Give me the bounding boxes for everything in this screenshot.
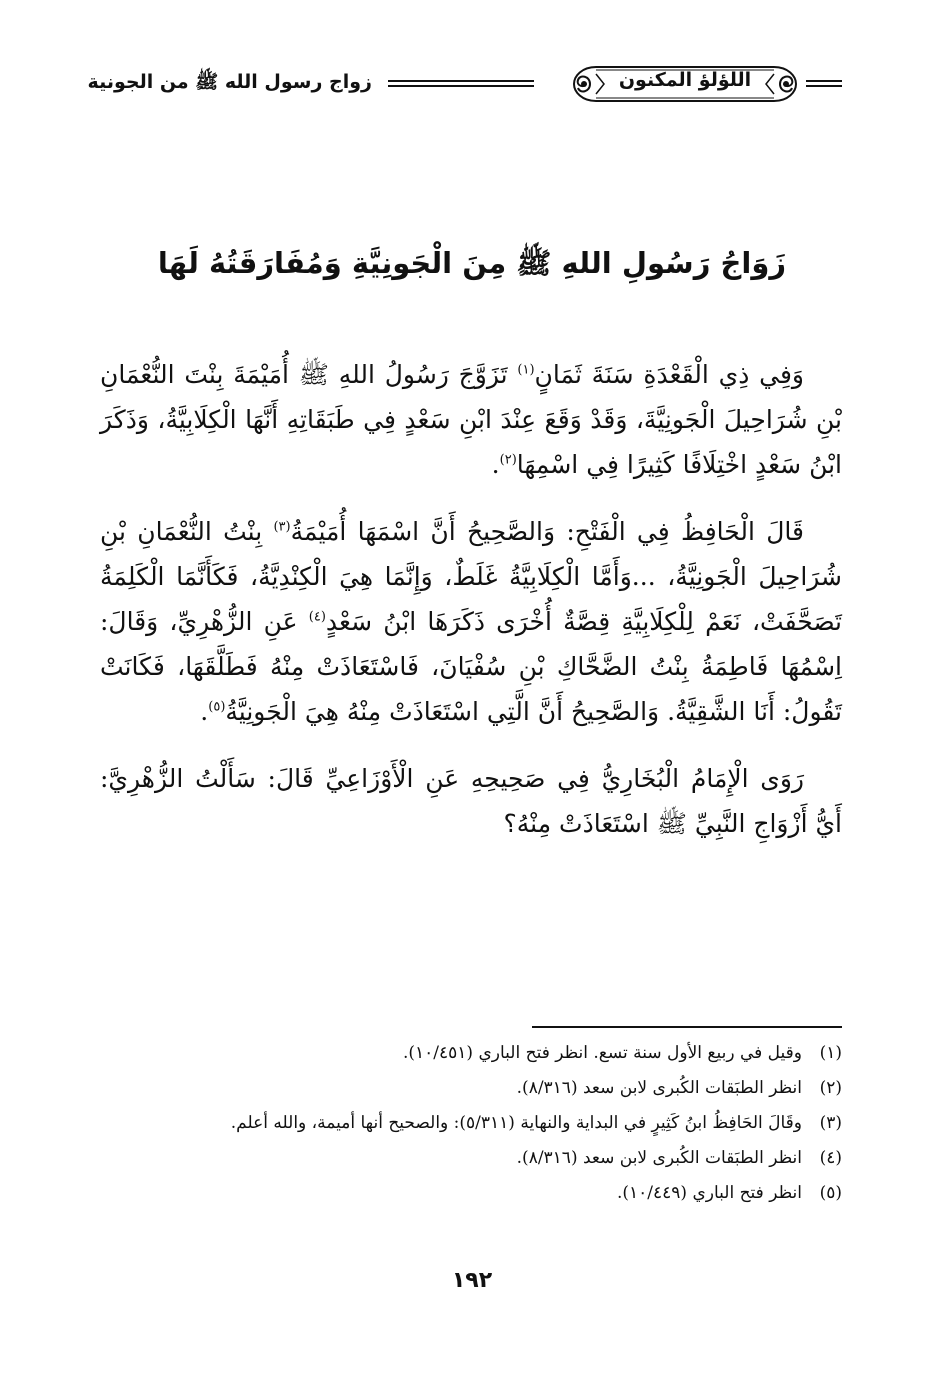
footnote-number: (١) (819, 1043, 842, 1063)
footnote-number: (٣) (819, 1113, 842, 1133)
footnote-ref-4: (٤) (308, 609, 326, 625)
paragraph-1: وَفِي ذِي الْقَعْدَةِ سَنَةَ ثَمَانٍ$^{(١)}$ تَزَوَّجَ رَسُولُ اللهِ ﷺ أُمَيْمَةَ بِنْتَ النُّعْمَانِ بْنِ شُرَاحِيلَ الْجَونِيَّةَ، وَقَدْ وَقَعَ عِنْدَ ابْنِ سَعْدٍ فِي طَبَقَاتِهِ أَنَّهَا الْكِلَابِيَّةُ، وَذَكَرَ ابْنُ سَعْدٍ اخْتِلَافًا كَثِيرًا فِي اسْمِهَا$^{(٢)}$. (100, 360, 842, 479)
footnote-3 (100, 1108, 842, 1139)
footnote-4 (100, 1143, 842, 1174)
paragraph-2: قَالَ الْحَافِظُ فِي الْفَتْحِ: وَالصَّحِيحُ أَنَّ اسْمَهَا أُمَيْمَةُ$^{(٣)}$ بِنْتُ النُّعْمَانِ بْنِ شُرَاحِيلَ الْجَونِيَّةُ، ...وَأَمَّا الْكِلَابِيَّةُ غَلَطٌ، وَإِنَّمَا هِيَ الْكِنْدِيَّةُ، فَكَأَنَّمَا الْكَلِمَةُ تَصَحَّفَتْ، نَعَمْ لِلْكِلَابِيَّةِ قِصَّةٌ أُخْرَى ذَكَرَهَا ابْنُ سَعْدٍ$^{(٤)}$ عَنِ الزُّهْرِيِّ، وَقَالَ: اِسْمُهَا فَاطِمَةُ بِنْتُ الضَّحَّاكِ بْنِ سُفْيَانَ، فَاسْتَعَاذَتْ مِنْهُ فَطَلَّقَهَا، فَكَانَتْ تَقُولُ: أَنَا الشَّقِيَّةُ. وَالصَّحِيحُ أَنَّ الَّتِي اسْتَعَاذَتْ مِنْهُ هِيَ الْجَونِيَّةُ$^{(٥)}$. (100, 517, 842, 726)
header-book-title: اللؤلؤ المكنون (618, 69, 752, 91)
footnote-text: انظر الطبَقات الكُبرى لابن سعد (٨/٣١٦). (516, 1148, 802, 1168)
footnote-ref-5: (٥) (208, 699, 226, 715)
footnote-5 (100, 1178, 842, 1209)
header-ornament-frame (570, 62, 800, 106)
footnote-number: (٥) (819, 1183, 842, 1203)
footnote-1 (100, 1038, 842, 1069)
footnote-ref-3: (٣) (273, 519, 291, 535)
footnote-2 (100, 1073, 842, 1104)
paragraph-3: رَوَى الْإِمَامُ الْبُخَارِيُّ فِي صَحِيحِهِ عَنِ الْأَوْزَاعِيِّ قَالَ: سَأَلْتُ الزُّهْرِيَّ: أَيُّ أَزْوَاجِ النَّبِيِّ ﷺ اسْتَعَاذَتْ مِنْهُ؟ (100, 764, 842, 838)
footnote-ref-1: (١) (517, 362, 535, 378)
header-double-rule-left (388, 80, 534, 87)
footnote-number: (٢) (819, 1078, 842, 1098)
header-double-rule-right (806, 80, 842, 87)
running-header (87, 62, 842, 106)
footnote-text: وقَالَ الحَافِظُ ابنُ كَثِيرٍ في البداية والنهاية (٥/٣١١): والصحيح أنها أميمة، والله أعلم. (230, 1113, 802, 1133)
footnote-text: انظر فتح الباري (١٠/٤٤٩). (616, 1183, 802, 1203)
section-title: زَوَاجُ رَسُولِ اللهِ ﷺ مِنَ الْجَونِيَّةِ وَمُفَارَقَتُهُ لَهَا (157, 246, 787, 280)
footnote-ref-2: (٢) (499, 452, 517, 468)
footnote-separator (532, 1026, 842, 1028)
body-text (100, 352, 842, 846)
footnotes (100, 1038, 842, 1213)
page-number: ١٩٢ (451, 1268, 493, 1293)
header-chapter-subject: زواج رسول الله ﷺ من الجونية (87, 71, 372, 93)
footnote-number: (٤) (819, 1148, 842, 1168)
footnote-text: انظر الطبَقات الكُبرى لابن سعد (٨/٣١٦). (516, 1078, 802, 1098)
footnote-text: وقيل في ربيع الأول سنة تسع. انظر فتح الباري (١٠/٤٥١). (402, 1043, 802, 1063)
